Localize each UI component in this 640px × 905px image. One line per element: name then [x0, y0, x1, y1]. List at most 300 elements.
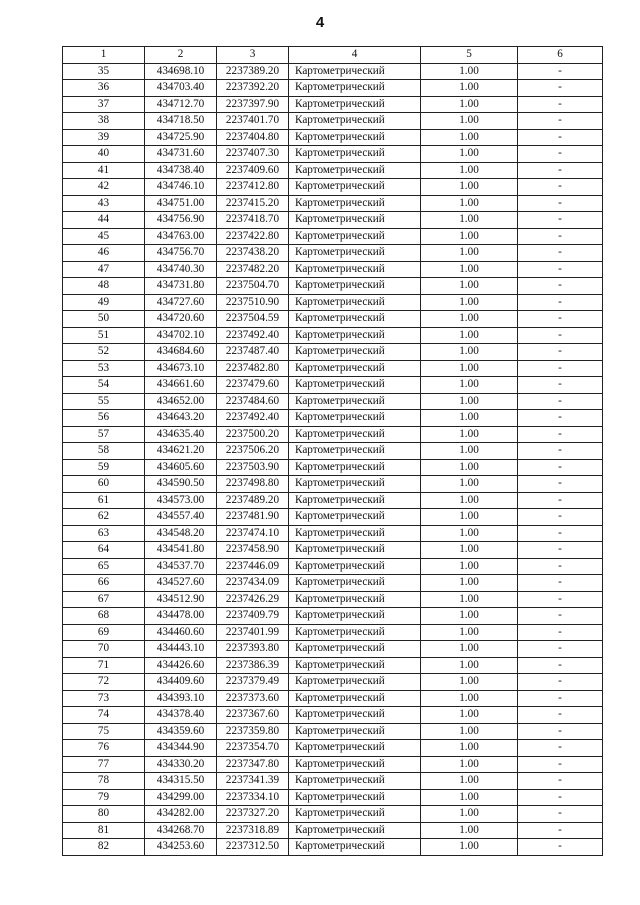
x-coordinate-cell: 434712.70	[145, 96, 217, 113]
y-coordinate-cell: 2237373.60	[217, 690, 289, 707]
y-coordinate-cell: 2237418.70	[217, 212, 289, 229]
point-number-cell: 71	[63, 657, 145, 674]
method-cell: Картометрический	[289, 509, 421, 526]
x-coordinate-cell: 434315.50	[145, 773, 217, 790]
x-coordinate-cell: 434426.60	[145, 657, 217, 674]
x-coordinate-cell: 434661.60	[145, 377, 217, 394]
point-number-cell: 64	[63, 542, 145, 559]
accuracy-cell: 1.00	[421, 740, 518, 757]
description-cell: -	[518, 443, 603, 460]
description-cell: -	[518, 822, 603, 839]
description-cell: -	[518, 228, 603, 245]
point-number-cell: 53	[63, 360, 145, 377]
description-cell: -	[518, 245, 603, 262]
description-cell: -	[518, 558, 603, 575]
accuracy-cell: 1.00	[421, 806, 518, 823]
point-number-cell: 70	[63, 641, 145, 658]
x-coordinate-cell: 434541.80	[145, 542, 217, 559]
accuracy-cell: 1.00	[421, 96, 518, 113]
point-number-cell: 52	[63, 344, 145, 361]
accuracy-cell: 1.00	[421, 476, 518, 493]
x-coordinate-cell: 434537.70	[145, 558, 217, 575]
y-coordinate-cell: 2237479.60	[217, 377, 289, 394]
accuracy-cell: 1.00	[421, 756, 518, 773]
x-coordinate-cell: 434731.80	[145, 278, 217, 295]
accuracy-cell: 1.00	[421, 674, 518, 691]
point-number-cell: 61	[63, 492, 145, 509]
description-cell: -	[518, 723, 603, 740]
x-coordinate-cell: 434763.00	[145, 228, 217, 245]
description-cell: -	[518, 344, 603, 361]
accuracy-cell: 1.00	[421, 63, 518, 80]
accuracy-cell: 1.00	[421, 129, 518, 146]
y-coordinate-cell: 2237422.80	[217, 228, 289, 245]
point-number-cell: 68	[63, 608, 145, 625]
x-coordinate-cell: 434635.40	[145, 426, 217, 443]
accuracy-cell: 1.00	[421, 146, 518, 163]
x-coordinate-cell: 434359.60	[145, 723, 217, 740]
y-coordinate-cell: 2237487.40	[217, 344, 289, 361]
page-number: 4	[315, 14, 325, 31]
accuracy-cell: 1.00	[421, 410, 518, 427]
accuracy-cell: 1.00	[421, 327, 518, 344]
method-cell: Картометрический	[289, 63, 421, 80]
point-number-cell: 63	[63, 525, 145, 542]
method-cell: Картометрический	[289, 575, 421, 592]
table-row	[63, 608, 603, 625]
y-coordinate-cell: 2237426.29	[217, 591, 289, 608]
point-number-cell: 57	[63, 426, 145, 443]
table-row	[63, 327, 603, 344]
description-cell: -	[518, 591, 603, 608]
x-coordinate-cell: 434478.00	[145, 608, 217, 625]
table-row	[63, 839, 603, 856]
description-cell: -	[518, 96, 603, 113]
y-coordinate-cell: 2237327.20	[217, 806, 289, 823]
point-number-cell: 82	[63, 839, 145, 856]
y-coordinate-cell: 2237412.80	[217, 179, 289, 196]
accuracy-cell: 1.00	[421, 525, 518, 542]
description-cell: -	[518, 839, 603, 856]
y-coordinate-cell: 2237438.20	[217, 245, 289, 262]
x-coordinate-cell: 434652.00	[145, 393, 217, 410]
table-row	[63, 294, 603, 311]
table-row	[63, 657, 603, 674]
description-cell: -	[518, 195, 603, 212]
description-cell: -	[518, 294, 603, 311]
description-cell: -	[518, 674, 603, 691]
point-number-cell: 48	[63, 278, 145, 295]
y-coordinate-cell: 2237359.80	[217, 723, 289, 740]
accuracy-cell: 1.00	[421, 558, 518, 575]
method-cell: Картометрический	[289, 212, 421, 229]
accuracy-cell: 1.00	[421, 690, 518, 707]
accuracy-cell: 1.00	[421, 228, 518, 245]
x-coordinate-cell: 434621.20	[145, 443, 217, 460]
y-coordinate-cell: 2237347.80	[217, 756, 289, 773]
x-coordinate-cell: 434746.10	[145, 179, 217, 196]
column-header: 1	[63, 47, 145, 64]
x-coordinate-cell: 434731.60	[145, 146, 217, 163]
description-cell: -	[518, 740, 603, 757]
table-row	[63, 360, 603, 377]
method-cell: Картометрический	[289, 773, 421, 790]
point-number-cell: 58	[63, 443, 145, 460]
description-cell: -	[518, 690, 603, 707]
point-number-cell: 67	[63, 591, 145, 608]
method-cell: Картометрический	[289, 327, 421, 344]
description-cell: -	[518, 525, 603, 542]
y-coordinate-cell: 2237484.60	[217, 393, 289, 410]
x-coordinate-cell: 434253.60	[145, 839, 217, 856]
description-cell: -	[518, 492, 603, 509]
point-number-cell: 35	[63, 63, 145, 80]
point-number-cell: 56	[63, 410, 145, 427]
y-coordinate-cell: 2237503.90	[217, 459, 289, 476]
table-header-row	[63, 47, 603, 64]
y-coordinate-cell: 2237367.60	[217, 707, 289, 724]
accuracy-cell: 1.00	[421, 80, 518, 97]
x-coordinate-cell: 434698.10	[145, 63, 217, 80]
x-coordinate-cell: 434643.20	[145, 410, 217, 427]
x-coordinate-cell: 434378.40	[145, 707, 217, 724]
point-number-cell: 75	[63, 723, 145, 740]
table-row	[63, 641, 603, 658]
method-cell: Картометрический	[289, 426, 421, 443]
description-cell: -	[518, 129, 603, 146]
description-cell: -	[518, 608, 603, 625]
accuracy-cell: 1.00	[421, 294, 518, 311]
table-row	[63, 476, 603, 493]
table-row	[63, 740, 603, 757]
description-cell: -	[518, 63, 603, 80]
point-number-cell: 73	[63, 690, 145, 707]
method-cell: Картометрический	[289, 558, 421, 575]
accuracy-cell: 1.00	[421, 839, 518, 856]
y-coordinate-cell: 2237504.59	[217, 311, 289, 328]
table-row	[63, 80, 603, 97]
method-cell: Картометрический	[289, 410, 421, 427]
point-number-cell: 72	[63, 674, 145, 691]
y-coordinate-cell: 2237334.10	[217, 789, 289, 806]
description-cell: -	[518, 789, 603, 806]
description-cell: -	[518, 756, 603, 773]
y-coordinate-cell: 2237500.20	[217, 426, 289, 443]
accuracy-cell: 1.00	[421, 509, 518, 526]
description-cell: -	[518, 327, 603, 344]
accuracy-cell: 1.00	[421, 311, 518, 328]
method-cell: Картометрический	[289, 822, 421, 839]
table-row	[63, 674, 603, 691]
accuracy-cell: 1.00	[421, 492, 518, 509]
table-row	[63, 624, 603, 641]
y-coordinate-cell: 2237492.40	[217, 410, 289, 427]
method-cell: Картометрический	[289, 641, 421, 658]
point-number-cell: 60	[63, 476, 145, 493]
description-cell: -	[518, 509, 603, 526]
y-coordinate-cell: 2237401.70	[217, 113, 289, 130]
method-cell: Картометрический	[289, 129, 421, 146]
table-row	[63, 773, 603, 790]
y-coordinate-cell: 2237482.20	[217, 261, 289, 278]
accuracy-cell: 1.00	[421, 657, 518, 674]
accuracy-cell: 1.00	[421, 707, 518, 724]
method-cell: Картометрический	[289, 674, 421, 691]
method-cell: Картометрический	[289, 377, 421, 394]
point-number-cell: 78	[63, 773, 145, 790]
y-coordinate-cell: 2237379.49	[217, 674, 289, 691]
description-cell: -	[518, 806, 603, 823]
method-cell: Картометрический	[289, 261, 421, 278]
table-row	[63, 789, 603, 806]
method-cell: Картометрический	[289, 707, 421, 724]
accuracy-cell: 1.00	[421, 261, 518, 278]
method-cell: Картометрический	[289, 740, 421, 757]
column-header: 3	[217, 47, 289, 64]
table-row	[63, 410, 603, 427]
y-coordinate-cell: 2237434.09	[217, 575, 289, 592]
point-number-cell: 46	[63, 245, 145, 262]
y-coordinate-cell: 2237404.80	[217, 129, 289, 146]
x-coordinate-cell: 434443.10	[145, 641, 217, 658]
point-number-cell: 47	[63, 261, 145, 278]
description-cell: -	[518, 393, 603, 410]
x-coordinate-cell: 434573.00	[145, 492, 217, 509]
description-cell: -	[518, 212, 603, 229]
description-cell: -	[518, 542, 603, 559]
description-cell: -	[518, 641, 603, 658]
y-coordinate-cell: 2237386.39	[217, 657, 289, 674]
method-cell: Картометрический	[289, 360, 421, 377]
description-cell: -	[518, 575, 603, 592]
x-coordinate-cell: 434409.60	[145, 674, 217, 691]
table-row	[63, 756, 603, 773]
x-coordinate-cell: 434684.60	[145, 344, 217, 361]
x-coordinate-cell: 434393.10	[145, 690, 217, 707]
x-coordinate-cell: 434720.60	[145, 311, 217, 328]
x-coordinate-cell: 434756.70	[145, 245, 217, 262]
description-cell: -	[518, 278, 603, 295]
description-cell: -	[518, 377, 603, 394]
table-row	[63, 212, 603, 229]
y-coordinate-cell: 2237407.30	[217, 146, 289, 163]
method-cell: Картометрический	[289, 162, 421, 179]
point-number-cell: 45	[63, 228, 145, 245]
x-coordinate-cell: 434718.50	[145, 113, 217, 130]
table-row	[63, 806, 603, 823]
point-number-cell: 51	[63, 327, 145, 344]
x-coordinate-cell: 434727.60	[145, 294, 217, 311]
point-number-cell: 74	[63, 707, 145, 724]
accuracy-cell: 1.00	[421, 360, 518, 377]
column-header: 2	[145, 47, 217, 64]
accuracy-cell: 1.00	[421, 278, 518, 295]
point-number-cell: 44	[63, 212, 145, 229]
point-number-cell: 77	[63, 756, 145, 773]
point-number-cell: 37	[63, 96, 145, 113]
x-coordinate-cell: 434527.60	[145, 575, 217, 592]
table-row	[63, 195, 603, 212]
accuracy-cell: 1.00	[421, 624, 518, 641]
point-number-cell: 59	[63, 459, 145, 476]
y-coordinate-cell: 2237354.70	[217, 740, 289, 757]
x-coordinate-cell: 434702.10	[145, 327, 217, 344]
y-coordinate-cell: 2237492.40	[217, 327, 289, 344]
method-cell: Картометрический	[289, 311, 421, 328]
y-coordinate-cell: 2237481.90	[217, 509, 289, 526]
table-row	[63, 443, 603, 460]
point-number-cell: 54	[63, 377, 145, 394]
description-cell: -	[518, 162, 603, 179]
description-cell: -	[518, 459, 603, 476]
table-row	[63, 575, 603, 592]
point-number-cell: 55	[63, 393, 145, 410]
point-number-cell: 81	[63, 822, 145, 839]
accuracy-cell: 1.00	[421, 575, 518, 592]
x-coordinate-cell: 434299.00	[145, 789, 217, 806]
y-coordinate-cell: 2237415.20	[217, 195, 289, 212]
accuracy-cell: 1.00	[421, 377, 518, 394]
method-cell: Картометрический	[289, 657, 421, 674]
x-coordinate-cell: 434282.00	[145, 806, 217, 823]
method-cell: Картометрический	[289, 146, 421, 163]
y-coordinate-cell: 2237393.80	[217, 641, 289, 658]
column-header: 6	[518, 47, 603, 64]
accuracy-cell: 1.00	[421, 212, 518, 229]
accuracy-cell: 1.00	[421, 443, 518, 460]
y-coordinate-cell: 2237482.80	[217, 360, 289, 377]
method-cell: Картометрический	[289, 195, 421, 212]
x-coordinate-cell: 434330.20	[145, 756, 217, 773]
table-row	[63, 146, 603, 163]
method-cell: Картометрический	[289, 789, 421, 806]
y-coordinate-cell: 2237498.80	[217, 476, 289, 493]
point-number-cell: 36	[63, 80, 145, 97]
y-coordinate-cell: 2237409.60	[217, 162, 289, 179]
accuracy-cell: 1.00	[421, 459, 518, 476]
accuracy-cell: 1.00	[421, 195, 518, 212]
table-row	[63, 591, 603, 608]
description-cell: -	[518, 179, 603, 196]
table-row	[63, 690, 603, 707]
x-coordinate-cell: 434740.30	[145, 261, 217, 278]
x-coordinate-cell: 434557.40	[145, 509, 217, 526]
method-cell: Картометрический	[289, 476, 421, 493]
table-row	[63, 822, 603, 839]
table-row	[63, 261, 603, 278]
x-coordinate-cell: 434590.50	[145, 476, 217, 493]
method-cell: Картометрический	[289, 245, 421, 262]
accuracy-cell: 1.00	[421, 179, 518, 196]
table-row	[63, 459, 603, 476]
y-coordinate-cell: 2237389.20	[217, 63, 289, 80]
method-cell: Картометрический	[289, 80, 421, 97]
method-cell: Картометрический	[289, 294, 421, 311]
method-cell: Картометрический	[289, 344, 421, 361]
method-cell: Картометрический	[289, 839, 421, 856]
accuracy-cell: 1.00	[421, 344, 518, 361]
table-body	[63, 63, 603, 855]
y-coordinate-cell: 2237506.20	[217, 443, 289, 460]
point-number-cell: 69	[63, 624, 145, 641]
x-coordinate-cell: 434703.40	[145, 80, 217, 97]
x-coordinate-cell: 434268.70	[145, 822, 217, 839]
point-number-cell: 80	[63, 806, 145, 823]
description-cell: -	[518, 773, 603, 790]
y-coordinate-cell: 2237489.20	[217, 492, 289, 509]
accuracy-cell: 1.00	[421, 542, 518, 559]
accuracy-cell: 1.00	[421, 162, 518, 179]
description-cell: -	[518, 261, 603, 278]
method-cell: Картометрический	[289, 96, 421, 113]
x-coordinate-cell: 434512.90	[145, 591, 217, 608]
method-cell: Картометрический	[289, 690, 421, 707]
x-coordinate-cell: 434673.10	[145, 360, 217, 377]
description-cell: -	[518, 707, 603, 724]
column-header: 4	[289, 47, 421, 64]
point-number-cell: 43	[63, 195, 145, 212]
description-cell: -	[518, 426, 603, 443]
x-coordinate-cell: 434548.20	[145, 525, 217, 542]
description-cell: -	[518, 657, 603, 674]
table-row	[63, 377, 603, 394]
y-coordinate-cell: 2237446.09	[217, 558, 289, 575]
y-coordinate-cell: 2237510.90	[217, 294, 289, 311]
table-row	[63, 509, 603, 526]
table-row	[63, 129, 603, 146]
accuracy-cell: 1.00	[421, 113, 518, 130]
y-coordinate-cell: 2237458.90	[217, 542, 289, 559]
description-cell: -	[518, 146, 603, 163]
method-cell: Картометрический	[289, 806, 421, 823]
x-coordinate-cell: 434751.00	[145, 195, 217, 212]
method-cell: Картометрический	[289, 179, 421, 196]
accuracy-cell: 1.00	[421, 426, 518, 443]
method-cell: Картометрический	[289, 756, 421, 773]
point-number-cell: 40	[63, 146, 145, 163]
y-coordinate-cell: 2237397.90	[217, 96, 289, 113]
y-coordinate-cell: 2237401.99	[217, 624, 289, 641]
y-coordinate-cell: 2237504.70	[217, 278, 289, 295]
table-row	[63, 228, 603, 245]
table-row	[63, 344, 603, 361]
table-row	[63, 492, 603, 509]
table-row	[63, 245, 603, 262]
x-coordinate-cell: 434460.60	[145, 624, 217, 641]
point-number-cell: 76	[63, 740, 145, 757]
point-number-cell: 42	[63, 179, 145, 196]
accuracy-cell: 1.00	[421, 773, 518, 790]
table-row	[63, 162, 603, 179]
accuracy-cell: 1.00	[421, 608, 518, 625]
point-number-cell: 50	[63, 311, 145, 328]
point-number-cell: 39	[63, 129, 145, 146]
method-cell: Картометрический	[289, 608, 421, 625]
point-number-cell: 49	[63, 294, 145, 311]
description-cell: -	[518, 410, 603, 427]
table-row	[63, 707, 603, 724]
description-cell: -	[518, 360, 603, 377]
method-cell: Картометрический	[289, 525, 421, 542]
method-cell: Картометрический	[289, 624, 421, 641]
x-coordinate-cell: 434605.60	[145, 459, 217, 476]
description-cell: -	[518, 624, 603, 641]
table-row	[63, 558, 603, 575]
method-cell: Картометрический	[289, 393, 421, 410]
accuracy-cell: 1.00	[421, 245, 518, 262]
accuracy-cell: 1.00	[421, 822, 518, 839]
accuracy-cell: 1.00	[421, 591, 518, 608]
